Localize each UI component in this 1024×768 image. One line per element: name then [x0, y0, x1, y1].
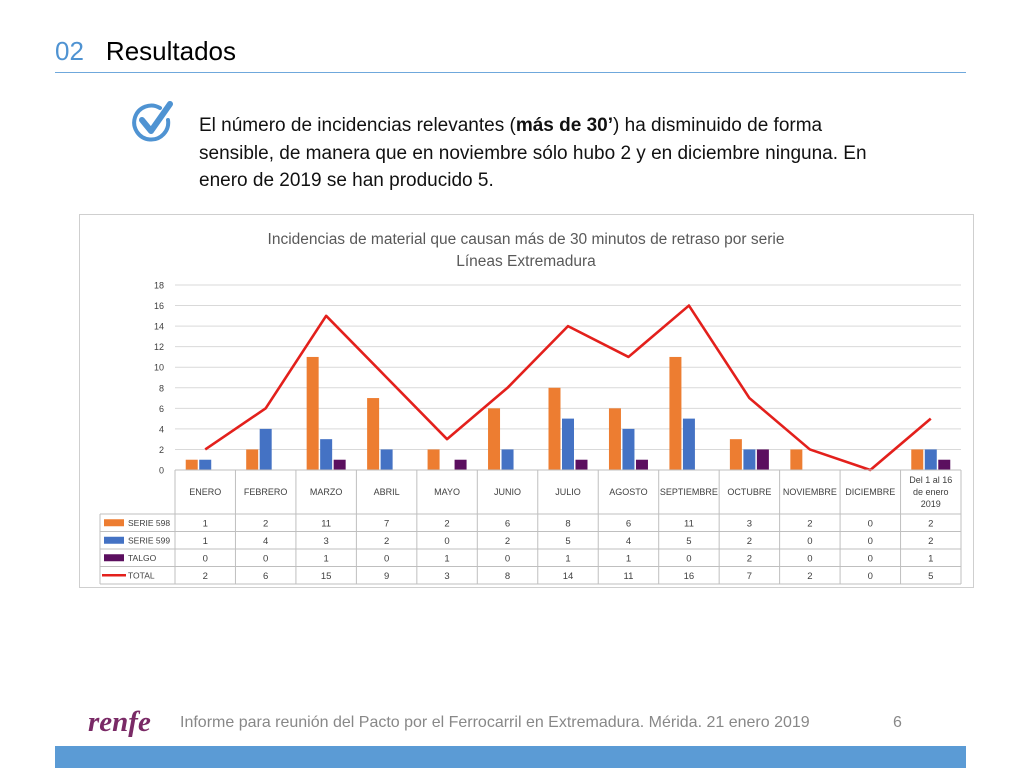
table-value: 6: [504, 518, 511, 530]
table-value: 0: [202, 553, 208, 565]
bar-serie-598: [730, 439, 742, 470]
table-value: 1: [323, 553, 329, 565]
table-value: 1: [202, 518, 208, 530]
section-number: 02: [55, 36, 84, 66]
bar-serie-598: [609, 408, 621, 470]
table-value: 16: [683, 570, 695, 582]
table-value: 4: [625, 535, 632, 547]
table-value: 5: [928, 570, 934, 582]
table-value: 0: [867, 553, 873, 565]
bar-serie-598: [428, 449, 440, 470]
table-value: 1: [625, 553, 632, 565]
chart-title: Incidencias de material que causan más de 30 minutos de retraso por serie: [267, 231, 785, 248]
table-value: 6: [263, 570, 269, 582]
bar-serie-598: [246, 449, 258, 470]
legend-key: [104, 554, 124, 561]
bar-serie-599: [925, 449, 937, 470]
bar-serie-598: [790, 449, 802, 470]
legend-key: [104, 519, 124, 526]
table-value: 2: [928, 535, 934, 547]
bar-serie-599: [320, 439, 332, 470]
table-value: 0: [807, 535, 813, 547]
table-value: 11: [321, 518, 332, 530]
x-tick-label: ENERO: [189, 487, 222, 497]
bar-serie-598: [669, 357, 681, 470]
bar-talgo: [938, 460, 950, 470]
table-value: 0: [686, 553, 692, 565]
table-value: 7: [383, 518, 390, 530]
table-value: 2: [202, 570, 208, 582]
header-divider: [55, 72, 966, 73]
x-tick-label: JULIO: [555, 487, 581, 497]
x-tick-label: FEBRERO: [243, 487, 288, 497]
bar-serie-599: [562, 419, 574, 470]
table-value: 2: [444, 518, 450, 530]
bar-talgo: [334, 460, 346, 470]
legend-label: TOTAL: [128, 570, 155, 581]
table-value: 2: [504, 535, 511, 547]
bar-serie-598: [488, 408, 500, 470]
legend-label: SERIE 598: [128, 517, 171, 528]
y-tick-label: 12: [153, 342, 164, 353]
table-value: 2: [383, 535, 390, 547]
y-tick-label: 4: [158, 424, 164, 435]
table-value: 8: [504, 570, 511, 582]
bar-serie-599: [502, 449, 514, 470]
y-tick-label: 0: [158, 465, 164, 476]
footer-text: Informe para reunión del Pacto por el Ferrocarril en Extremadura. Mérida. 21 enero 2019: [180, 714, 810, 731]
y-tick-label: 6: [158, 403, 164, 414]
table-value: 8: [565, 518, 571, 530]
bar-talgo: [757, 449, 769, 470]
chart-subtitle: Líneas Extremadura: [456, 253, 596, 270]
table-value: 6: [625, 518, 632, 530]
bar-serie-599: [743, 449, 755, 470]
table-value: 11: [683, 518, 694, 530]
summary-text-bold: más de 30’: [515, 115, 614, 136]
legend-key: [104, 537, 124, 544]
bar-serie-599: [199, 460, 211, 470]
bar-serie-598: [367, 398, 379, 470]
page-number: 6: [893, 714, 902, 731]
legend-label: SERIE 599: [128, 535, 171, 546]
x-tick-label: AGOSTO: [609, 487, 648, 497]
table-value: 0: [867, 570, 873, 582]
table-value: 1: [202, 535, 208, 547]
bar-serie-598: [307, 357, 319, 470]
x-tick-label: de enero: [913, 487, 949, 497]
bar-talgo: [576, 460, 588, 470]
bottom-accent-bar: [55, 746, 966, 768]
y-tick-label: 10: [153, 362, 164, 373]
bar-serie-599: [683, 419, 695, 470]
table-value: 4: [263, 535, 269, 547]
table-value: 0: [383, 553, 390, 565]
bar-serie-599: [622, 429, 634, 470]
bar-serie-598: [911, 449, 923, 470]
summary-text-2: ) ha disminuido de forma sensible, de manera que en noviembre sólo hubo 2 y en diciembre ninguna. En enero de 2019 se han producido 5.: [199, 115, 867, 191]
bar-serie-598: [186, 460, 198, 470]
summary-text-1: El número de incidencias relevantes (: [199, 115, 516, 136]
table-value: 2: [807, 518, 813, 530]
x-tick-label: MAYO: [434, 487, 460, 497]
x-tick-label: DICIEMBRE: [845, 487, 896, 497]
x-tick-label: SEPTIEMBRE: [659, 487, 718, 497]
x-tick-label: Del 1 al 16: [909, 475, 953, 485]
table-value: 2: [807, 570, 813, 582]
renfe-logo: [88, 706, 172, 740]
table-value: 1: [928, 553, 934, 565]
y-tick-label: 14: [153, 321, 164, 332]
x-tick-label: 2019: [920, 499, 941, 509]
table-value: 2: [263, 518, 269, 530]
table-value: 3: [746, 518, 753, 530]
bar-serie-599: [381, 449, 393, 470]
table-value: 0: [504, 553, 511, 565]
bar-talgo: [455, 460, 467, 470]
table-value: 2: [928, 518, 934, 530]
table-value: 0: [867, 518, 873, 530]
table-value: 0: [807, 553, 813, 565]
summary-paragraph: [199, 112, 879, 195]
table-value: 1: [444, 553, 450, 565]
checkmark-icon: [130, 100, 174, 144]
table-value: 5: [565, 535, 571, 547]
slide-header: [55, 36, 236, 67]
table-value: 0: [263, 553, 269, 565]
bar-talgo: [636, 460, 648, 470]
table-value: 3: [323, 535, 329, 547]
table-value: 3: [444, 570, 450, 582]
table-value: 1: [565, 553, 571, 565]
table-value: 14: [562, 570, 574, 582]
svg-text:renfe: renfe: [88, 706, 151, 738]
table-value: 2: [746, 553, 753, 565]
bar-serie-598: [549, 388, 561, 470]
y-tick-label: 8: [158, 383, 164, 394]
x-tick-label: MARZO: [309, 487, 343, 497]
table-value: 7: [746, 570, 753, 582]
legend-label: TALGO: [128, 552, 157, 563]
x-tick-label: OCTUBRE: [727, 487, 772, 497]
table-value: 0: [867, 535, 873, 547]
x-tick-label: JUNIO: [494, 487, 522, 497]
slide-title: Resultados: [105, 36, 236, 66]
chart-canvas: [80, 215, 975, 589]
y-tick-label: 2: [158, 444, 164, 455]
table-value: 11: [623, 570, 634, 582]
incidents-chart: [79, 214, 974, 588]
bar-serie-599: [260, 429, 272, 470]
x-tick-label: NOVIEMBRE: [782, 487, 837, 497]
table-value: 5: [686, 535, 692, 547]
y-tick-label: 18: [153, 280, 164, 291]
x-tick-label: ABRIL: [373, 487, 400, 497]
y-tick-label: 16: [153, 301, 164, 312]
table-value: 2: [746, 535, 753, 547]
table-value: 15: [320, 570, 332, 582]
table-value: 9: [383, 570, 390, 582]
table-value: 0: [444, 535, 450, 547]
